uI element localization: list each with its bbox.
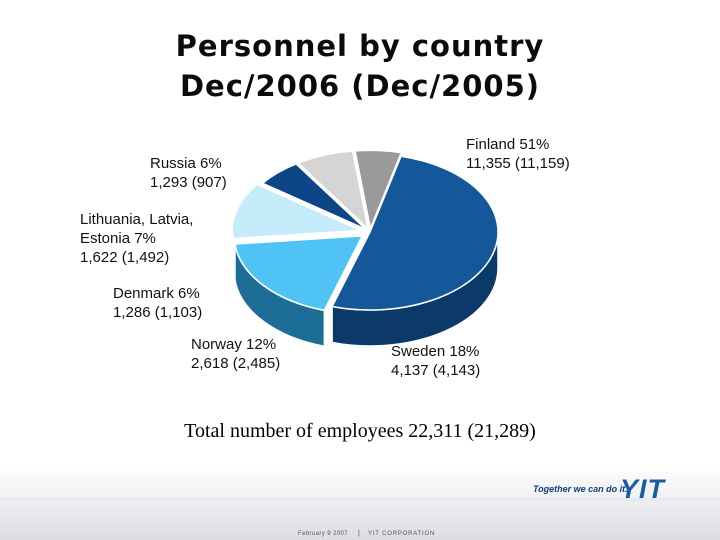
footer-corporation: YIT CORPORATION [368, 531, 436, 537]
footer-band [0, 462, 720, 540]
chart-title-line-2: Dec/2006 (Dec/2005) [179, 69, 541, 103]
pie-tops [232, 150, 498, 310]
label-finland [466, 135, 570, 173]
label-baltics-name-2: Estonia 7% [80, 230, 156, 247]
label-baltics-detail: 1,622 (1,492) [80, 249, 170, 266]
label-finland-name: Finland 51% [466, 136, 550, 153]
label-baltics-name-1: Lithuania, Latvia, [80, 211, 194, 228]
footer-date: February 9 2007 [298, 531, 349, 537]
label-denmark [113, 284, 202, 322]
label-sweden-name: Sweden 18% [391, 343, 480, 360]
total-employees: Total number of employees 22,311 (21,289) [184, 420, 536, 442]
footer-separator: | [358, 530, 360, 537]
label-russia-name: Russia 6% [150, 155, 222, 172]
label-russia-detail: 1,293 (907) [150, 174, 227, 191]
footer-strip [0, 498, 720, 501]
label-sweden [391, 342, 480, 380]
label-finland-detail: 11,355 (11,159) [466, 155, 570, 172]
label-sweden-detail: 4,137 (4,143) [391, 362, 481, 379]
label-baltics [80, 210, 193, 267]
label-denmark-name: Denmark 6% [113, 285, 200, 302]
label-norway-name: Norway 12% [191, 336, 277, 353]
label-russia [150, 154, 227, 192]
label-denmark-detail: 1,286 (1,103) [113, 304, 203, 321]
slogan: Together we can do it. [533, 484, 628, 494]
yit-logo: YIT [620, 474, 666, 504]
label-norway [191, 335, 280, 373]
label-norway-detail: 2,618 (2,485) [191, 355, 281, 372]
chart-title-line-1: Personnel by country [175, 29, 545, 63]
